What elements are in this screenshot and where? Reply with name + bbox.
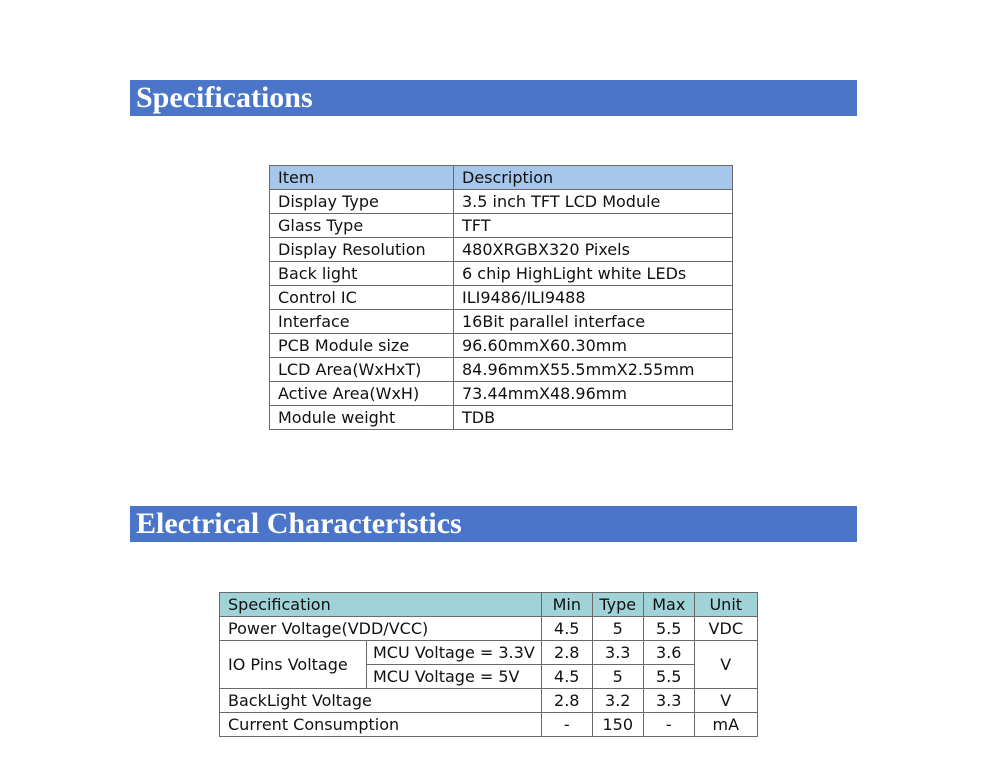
spec-description: 480XRGBX320 Pixels — [454, 238, 733, 262]
table-row — [220, 713, 758, 737]
header-max: Max — [643, 593, 694, 617]
table-row — [270, 238, 733, 262]
spec-description: TFT — [454, 214, 733, 238]
table-row — [270, 190, 733, 214]
spec-item: Back light — [270, 262, 454, 286]
min-value: 4.5 — [541, 665, 592, 689]
unit-value: V — [694, 689, 757, 713]
unit-value: VDC — [694, 617, 757, 641]
spec-item: Interface — [270, 310, 454, 334]
electrical-banner — [130, 506, 857, 542]
table-row — [270, 406, 733, 430]
type-value: 5 — [592, 617, 643, 641]
max-value: 3.6 — [643, 641, 694, 665]
spec-description: TDB — [454, 406, 733, 430]
spec-item: Active Area(WxH) — [270, 382, 454, 406]
unit-value: mA — [694, 713, 757, 737]
table-row — [270, 286, 733, 310]
spec-item: Control IC — [270, 286, 454, 310]
type-value: 5 — [592, 665, 643, 689]
spec-item: LCD Area(WxHxT) — [270, 358, 454, 382]
type-value: 3.2 — [592, 689, 643, 713]
table-row — [270, 262, 733, 286]
electrical-title: Electrical Characteristics — [136, 507, 462, 540]
spec-item: Display Resolution — [270, 238, 454, 262]
specifications-title: Specifications — [136, 81, 313, 114]
table-row — [270, 358, 733, 382]
sub-label: MCU Voltage = 3.3V — [367, 641, 542, 665]
specifications-banner — [130, 80, 857, 116]
table-header-row — [220, 593, 758, 617]
table-row — [270, 334, 733, 358]
header-unit: Unit — [694, 593, 757, 617]
header-min: Min — [541, 593, 592, 617]
unit-value: V — [694, 641, 757, 689]
table-row — [270, 310, 733, 334]
spec-item: Display Type — [270, 190, 454, 214]
row-label: Power Voltage(VDD/VCC) — [220, 617, 542, 641]
electrical-table — [219, 592, 758, 737]
header-specification: Specification — [220, 593, 542, 617]
spec-item: PCB Module size — [270, 334, 454, 358]
spec-description: 73.44mmX48.96mm — [454, 382, 733, 406]
spec-item: Module weight — [270, 406, 454, 430]
spec-description: 6 chip HighLight white LEDs — [454, 262, 733, 286]
type-value: 3.3 — [592, 641, 643, 665]
min-value: - — [541, 713, 592, 737]
sub-label: MCU Voltage = 5V — [367, 665, 542, 689]
row-label: IO Pins Voltage — [220, 641, 367, 689]
header-type: Type — [592, 593, 643, 617]
table-row — [220, 689, 758, 713]
spec-description: 3.5 inch TFT LCD Module — [454, 190, 733, 214]
specifications-table — [269, 165, 733, 430]
max-value: 5.5 — [643, 617, 694, 641]
max-value: - — [643, 713, 694, 737]
row-label: Current Consumption — [220, 713, 542, 737]
table-header-row — [270, 166, 733, 190]
table-row — [270, 382, 733, 406]
type-value: 150 — [592, 713, 643, 737]
row-label: BackLight Voltage — [220, 689, 542, 713]
spec-description: 96.60mmX60.30mm — [454, 334, 733, 358]
header-item: Item — [270, 166, 454, 190]
table-row — [270, 214, 733, 238]
table-row — [220, 641, 758, 665]
min-value: 2.8 — [541, 641, 592, 665]
spec-description: 84.96mmX55.5mmX2.55mm — [454, 358, 733, 382]
spec-description: ILI9486/ILI9488 — [454, 286, 733, 310]
max-value: 3.3 — [643, 689, 694, 713]
max-value: 5.5 — [643, 665, 694, 689]
min-value: 2.8 — [541, 689, 592, 713]
table-row — [220, 617, 758, 641]
spec-description: 16Bit parallel interface — [454, 310, 733, 334]
min-value: 4.5 — [541, 617, 592, 641]
header-description: Description — [454, 166, 733, 190]
spec-item: Glass Type — [270, 214, 454, 238]
